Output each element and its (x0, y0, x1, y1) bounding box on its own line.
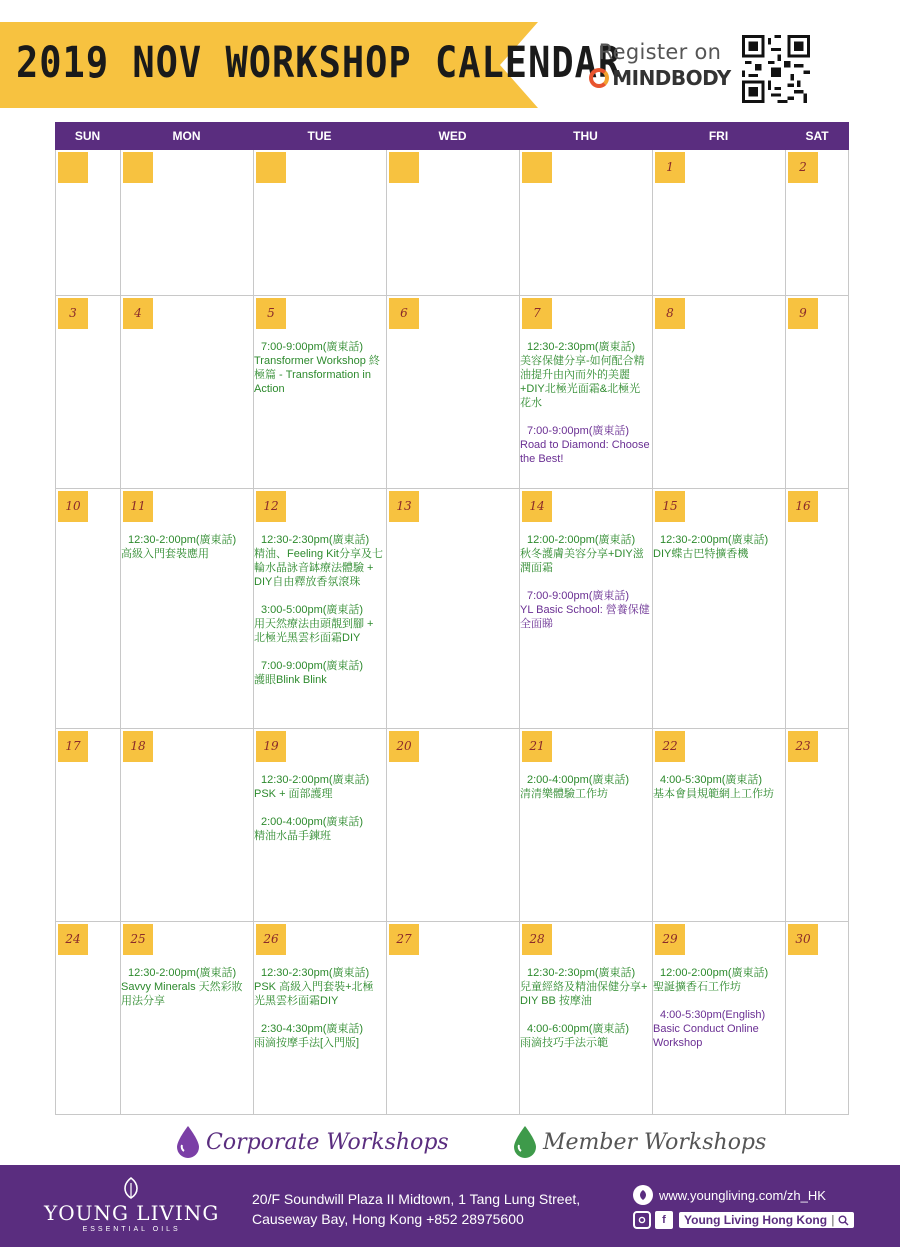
day-events (520, 533, 652, 645)
day-events (121, 966, 253, 1022)
website-link[interactable] (633, 1185, 826, 1205)
event-title: YL Basic School: 營養保健全面睇 (520, 604, 650, 630)
calendar-day-cell (253, 150, 386, 295)
calendar-day-cell (55, 922, 120, 1114)
day-events (653, 966, 785, 1064)
calendar-day-cell (652, 296, 785, 488)
event-title: 雨滴技巧手法示範 (520, 1037, 608, 1049)
event-title: Savvy Minerals 天然彩妝用法分享 (121, 981, 243, 1007)
leaf-icon (121, 1177, 141, 1199)
day-events (520, 773, 652, 815)
event-time: 12:00-2:00pm(廣東話) (527, 534, 636, 546)
address-line-2: Causeway Bay, Hong Kong +852 28975600 (252, 1211, 524, 1227)
day-number: 30 (788, 924, 818, 955)
event-time: 12:30-2:30pm(廣東話) (261, 967, 370, 979)
calendar-day-cell (120, 296, 253, 488)
day-events (520, 340, 652, 480)
calendar-day-cell (386, 489, 519, 728)
title-banner (0, 22, 622, 108)
day-number: 15 (655, 491, 685, 522)
mindbody-logo[interactable] (585, 66, 735, 90)
calendar-week (55, 922, 849, 1115)
calendar-day-cell (253, 296, 386, 488)
event-time: 4:00-5:30pm(廣東話) (660, 774, 763, 786)
day-number: 9 (788, 298, 818, 329)
event-time: 7:00-9:00pm(廣東話) (261, 341, 364, 353)
event-time: 12:30-2:00pm(廣東話) (261, 774, 370, 786)
weekday-wed: WED (438, 129, 467, 143)
day-number: 24 (58, 924, 88, 955)
register-label: Register on (598, 40, 722, 64)
event-title: 兒童經絡及精油保健分享+ DIY BB 按摩油 (520, 981, 648, 1007)
brand-name: YOUNG LIVING (44, 1201, 220, 1225)
calendar-day-cell (785, 296, 849, 488)
calendar-week (55, 489, 849, 729)
event-time: 12:30-2:30pm(廣東話) (527, 341, 636, 353)
day-number: 14 (522, 491, 552, 522)
day-number: 27 (389, 924, 419, 955)
event-title: Basic Conduct Online Workshop (653, 1023, 759, 1049)
calendar-day-cell (519, 150, 652, 295)
calendar-day-cell (55, 150, 120, 295)
event-title: 護眼Blink Blink (254, 674, 327, 686)
calendar-day-cell (253, 489, 386, 728)
calendar-day-cell (120, 922, 253, 1114)
calendar-day-cell (386, 150, 519, 295)
day-number: 25 (123, 924, 153, 955)
calendar-day-cell (652, 922, 785, 1114)
legend-corporate-label: Corporate Workshops (206, 1129, 449, 1155)
member-workshop-event[interactable] (121, 533, 253, 561)
member-workshop-event[interactable] (254, 966, 386, 1008)
day-number: 7 (522, 298, 552, 329)
calendar-day-cell (386, 296, 519, 488)
day-number: 26 (256, 924, 286, 955)
mindbody-ring-icon (589, 68, 609, 88)
qr-code-icon[interactable] (742, 35, 810, 103)
day-events (653, 533, 785, 575)
event-title: PSK + 面部護理 (254, 788, 333, 800)
day-number (389, 152, 419, 183)
young-living-web-icon (633, 1185, 653, 1205)
calendar-day-cell (785, 489, 849, 728)
weekday-header (55, 122, 849, 150)
calendar-day-cell (785, 922, 849, 1114)
calendar-day-cell (120, 489, 253, 728)
calendar-day-cell (785, 150, 849, 295)
calendar-day-cell (55, 296, 120, 488)
event-time: 12:30-2:00pm(廣東話) (660, 534, 769, 546)
green-drop-icon (512, 1125, 538, 1159)
member-workshop-event[interactable] (653, 533, 785, 561)
member-workshop-event[interactable] (254, 603, 386, 645)
member-workshop-event[interactable] (520, 773, 652, 801)
legend-member-label: Member Workshops (543, 1129, 767, 1155)
member-workshop-event[interactable] (653, 773, 785, 801)
weekday-tue: TUE (307, 129, 332, 143)
event-time: 12:30-2:00pm(廣東話) (128, 534, 237, 546)
member-workshop-event[interactable] (254, 340, 386, 396)
member-workshop-event[interactable] (520, 966, 652, 1008)
weekday-sat: SAT (805, 129, 829, 143)
member-workshop-event[interactable] (254, 773, 386, 801)
calendar-weeks (55, 150, 849, 1115)
day-number: 6 (389, 298, 419, 329)
event-title: 用天然療法由頭靚到腳 + 北極光黑雲杉面霜DIY (254, 618, 374, 644)
member-workshop-event[interactable] (520, 1022, 652, 1050)
calendar-day-cell (386, 922, 519, 1114)
day-number: 4 (123, 298, 153, 329)
event-time: 7:00-9:00pm(廣東話) (261, 660, 364, 672)
calendar-day-cell (519, 296, 652, 488)
weekday-mon: MON (172, 129, 201, 143)
day-number: 17 (58, 731, 88, 762)
calendar-day-cell (519, 729, 652, 921)
social-links (633, 1211, 854, 1229)
calendar-day-cell (652, 729, 785, 921)
legend-member (512, 1125, 766, 1159)
event-title: Transformer Workshop 終極篇 - Transformation in Action (254, 355, 380, 395)
member-workshop-event[interactable] (653, 966, 785, 994)
day-number: 5 (256, 298, 286, 329)
day-number: 22 (655, 731, 685, 762)
address-line-1: 20/F Soundwill Plaza II Midtown, 1 Tang Lung Street, (252, 1191, 581, 1207)
event-title: Road to Diamond: Choose the Best! (520, 439, 650, 465)
day-number: 13 (389, 491, 419, 522)
day-number: 19 (256, 731, 286, 762)
workshop-calendar (55, 122, 849, 1115)
day-events (653, 773, 785, 815)
day-number: 2 (788, 152, 818, 183)
event-title: 高級入門套裝應用 (121, 548, 209, 560)
day-number: 16 (788, 491, 818, 522)
day-number: 3 (58, 298, 88, 329)
event-title: 雨滴按摩手法[入門版] (254, 1037, 360, 1049)
instagram-icon[interactable] (633, 1211, 651, 1229)
event-title: 精油、Feeling Kit分享及七輪水晶詠音缽療法體驗 + DIY自由釋放香氛滾珠 (254, 548, 383, 588)
member-workshop-event[interactable] (254, 533, 386, 589)
day-number (256, 152, 286, 183)
event-title: 精油水晶手鍊班 (254, 830, 331, 842)
calendar-day-cell (386, 729, 519, 921)
calendar-day-cell (55, 729, 120, 921)
event-title: PSK 高級入門套裝+北極光黑雲杉面霜DIY (254, 981, 374, 1007)
young-living-logo[interactable] (44, 1179, 219, 1233)
search-icon (838, 1215, 849, 1226)
event-time: 7:00-9:00pm(廣東話) (527, 425, 630, 437)
event-time: 4:00-5:30pm(English) (660, 1009, 766, 1021)
calendar-week (55, 150, 849, 296)
day-number (58, 152, 88, 183)
event-title: 清清樂體驗工作坊 (520, 788, 608, 800)
calendar-day-cell (652, 150, 785, 295)
social-search-box[interactable]: Young Living Hong Kong | (679, 1212, 854, 1228)
day-events (254, 773, 386, 857)
event-time: 12:00-2:00pm(廣東話) (660, 967, 769, 979)
event-title: 聖誕擴香石工作坊 (653, 981, 741, 993)
day-number: 10 (58, 491, 88, 522)
calendar-day-cell (120, 729, 253, 921)
event-title: 秋冬護膚美容分享+DIY滋潤面霜 (520, 548, 644, 574)
day-number: 11 (123, 491, 153, 522)
calendar-day-cell (652, 489, 785, 728)
corporate-workshop-event[interactable] (520, 589, 652, 631)
mindbody-brand: MINDBODY (612, 66, 731, 90)
event-time: 2:30-4:30pm(廣東話) (261, 1023, 364, 1035)
weekday-thu: THU (573, 129, 598, 143)
day-events (520, 966, 652, 1064)
day-number: 21 (522, 731, 552, 762)
day-number: 8 (655, 298, 685, 329)
address (252, 1189, 580, 1229)
calendar-day-cell (519, 489, 652, 728)
day-number: 29 (655, 924, 685, 955)
purple-drop-icon (175, 1125, 201, 1159)
event-time: 7:00-9:00pm(廣東話) (527, 590, 630, 602)
social-account-name: Young Living Hong Kong (684, 1213, 828, 1227)
day-number: 28 (522, 924, 552, 955)
day-number: 1 (655, 152, 685, 183)
member-workshop-event[interactable] (254, 815, 386, 843)
corporate-workshop-event[interactable] (653, 1008, 785, 1050)
event-time: 12:30-2:30pm(廣東話) (261, 534, 370, 546)
corporate-workshop-event[interactable] (520, 424, 652, 466)
event-time: 12:30-2:00pm(廣東話) (128, 967, 237, 979)
member-workshop-event[interactable] (254, 1022, 386, 1050)
footer (0, 1165, 900, 1247)
day-events (254, 966, 386, 1064)
calendar-week (55, 296, 849, 489)
brand-subtitle: ESSENTIAL OILS (82, 1226, 181, 1233)
register-block[interactable] (585, 40, 735, 90)
event-time: 4:00-6:00pm(廣東話) (527, 1023, 630, 1035)
calendar-week (55, 729, 849, 922)
day-number (123, 152, 153, 183)
facebook-icon[interactable]: f (655, 1211, 673, 1229)
day-number: 12 (256, 491, 286, 522)
member-workshop-event[interactable] (254, 659, 386, 687)
member-workshop-event[interactable] (520, 340, 652, 410)
calendar-day-cell (785, 729, 849, 921)
day-number: 18 (123, 731, 153, 762)
event-time: 2:00-4:00pm(廣東話) (261, 816, 364, 828)
event-time: 2:00-4:00pm(廣東話) (527, 774, 630, 786)
day-events (254, 340, 386, 410)
event-title: 基本會員規範網上工作坊 (653, 788, 774, 800)
event-title: DIY蝶古巴特擴香機 (653, 548, 749, 560)
legend-corporate (175, 1125, 449, 1159)
calendar-day-cell (253, 922, 386, 1114)
calendar-day-cell (519, 922, 652, 1114)
weekday-fri: FRI (708, 129, 729, 143)
day-number (522, 152, 552, 183)
weekday-sun: SUN (74, 129, 101, 143)
member-workshop-event[interactable] (121, 966, 253, 1008)
day-number: 20 (389, 731, 419, 762)
event-time: 12:30-2:30pm(廣東話) (527, 967, 636, 979)
calendar-day-cell (253, 729, 386, 921)
event-title: 美容保健分享-如何配合精油提升由內而外的美麗+DIY北極光面霜&北極光花水 (520, 355, 645, 409)
day-events (121, 533, 253, 575)
page-title: 2019 NOV WORKSHOP CALENDAR (16, 38, 622, 88)
calendar-day-cell (120, 150, 253, 295)
website-url: www.youngliving.com/zh_HK (659, 1187, 826, 1203)
day-events (254, 533, 386, 701)
day-number: 23 (788, 731, 818, 762)
event-time: 3:00-5:00pm(廣東話) (261, 604, 364, 616)
member-workshop-event[interactable] (520, 533, 652, 575)
calendar-day-cell (55, 489, 120, 728)
